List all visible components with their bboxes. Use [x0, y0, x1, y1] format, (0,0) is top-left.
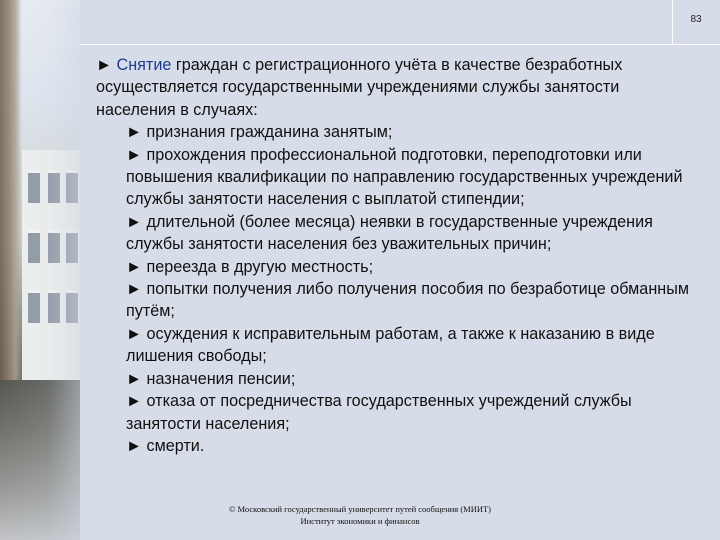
list-item: ► признания гражданина занятым; [126, 123, 393, 142]
footer [80, 503, 640, 527]
list-item: ► попытки получения либо получения пособия по безработице обманным путём; [126, 280, 689, 321]
list-item: ► прохождения профессиональной подготовки, переподготовки или повышения квалификации по направлению государственных учреждений службы занятости населения с выплатой стипендии; [126, 145, 683, 209]
intro-paragraph [96, 54, 696, 121]
intro-highlight: Снятие [116, 56, 172, 74]
building-photo [0, 0, 80, 540]
list-item: ► назначения пенсии; [126, 369, 296, 388]
footer-copyright: © Московский государственный университет путей сообщения (МИИТ) [228, 504, 492, 514]
footer-institute: Институт экономики и финансов [300, 516, 420, 526]
page-number: 83 [690, 14, 702, 25]
photo-fade-overlay [0, 0, 80, 540]
list-item: ► отказа от посредничества государственных учреждений службы занятости населения; [126, 392, 632, 433]
header-divider [80, 44, 720, 45]
bullet-marker: ► [96, 56, 113, 74]
list-item: ► осуждения к исправительным работам, а также к наказанию в виде лишения свободы; [126, 324, 655, 366]
list-item: ► длительной (более месяца) неявки в государственные учреждения службы занятости населения без уважительных причин; [126, 212, 653, 254]
intro-text: граждан с регистрационного учёта в качестве безработных осуществляется государственными учреждениями службы занятости населения в случаях: [96, 56, 623, 119]
list-item: ► смерти. [126, 436, 205, 455]
list-item: ► переезда в другую местность; [126, 257, 374, 276]
slide-body [96, 54, 696, 457]
